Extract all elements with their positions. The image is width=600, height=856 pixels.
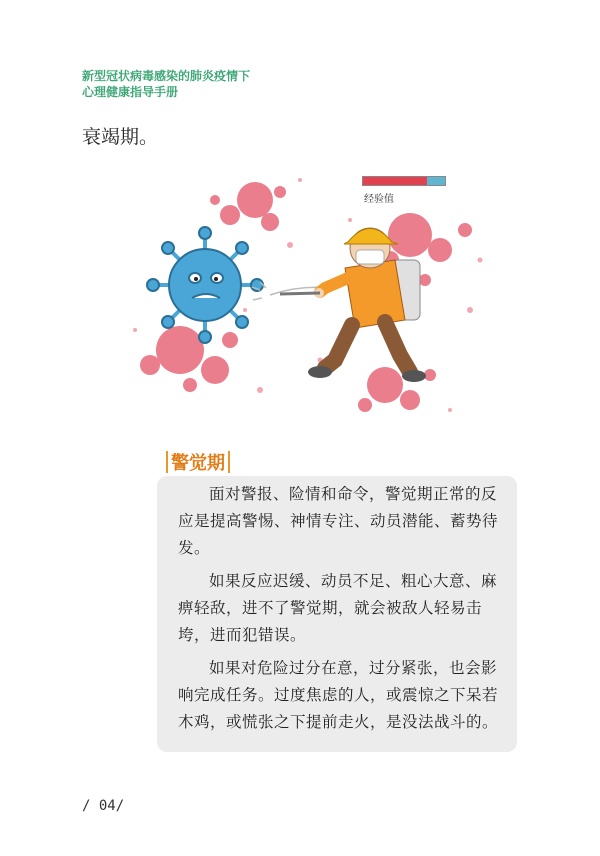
virus-character [147, 227, 263, 343]
header-line-2: 心理健康指导手册 [82, 85, 179, 99]
experience-bar-fill [363, 177, 427, 185]
intro-text: 衰竭期。 [82, 126, 159, 148]
section-title [166, 450, 230, 474]
page-number: / 04/ [82, 798, 125, 814]
running-header [82, 68, 250, 100]
paragraph-2: 如果反应迟缓、动员不足、粗心大意、麻痹轻敌，进不了警觉期，就会被敌人轻易击垮，进而犯错误。 [178, 572, 498, 644]
paragraph-3: 如果对危险过分在意，过分紧张，也会影响完成任务。过度焦虑的人，或震惊之下呆若木鸡，或慌张之下提前走火，是没法战斗的。 [178, 659, 499, 731]
section-title-text: 警觉期 [171, 453, 225, 474]
experience-bar [362, 176, 446, 186]
paragraph-1: 面对警报、险情和命令，警觉期正常的反应是提高警惕、神情专注、动员潜能、蓄势待发。 [178, 485, 499, 557]
title-right-bar [228, 451, 230, 473]
virus-fighter-illustration [120, 160, 500, 430]
header-line-1: 新型冠状病毒感染的肺炎疫情下 [82, 69, 251, 83]
experience-bar-remaining [427, 177, 445, 185]
experience-label: 经验值 [364, 194, 394, 205]
